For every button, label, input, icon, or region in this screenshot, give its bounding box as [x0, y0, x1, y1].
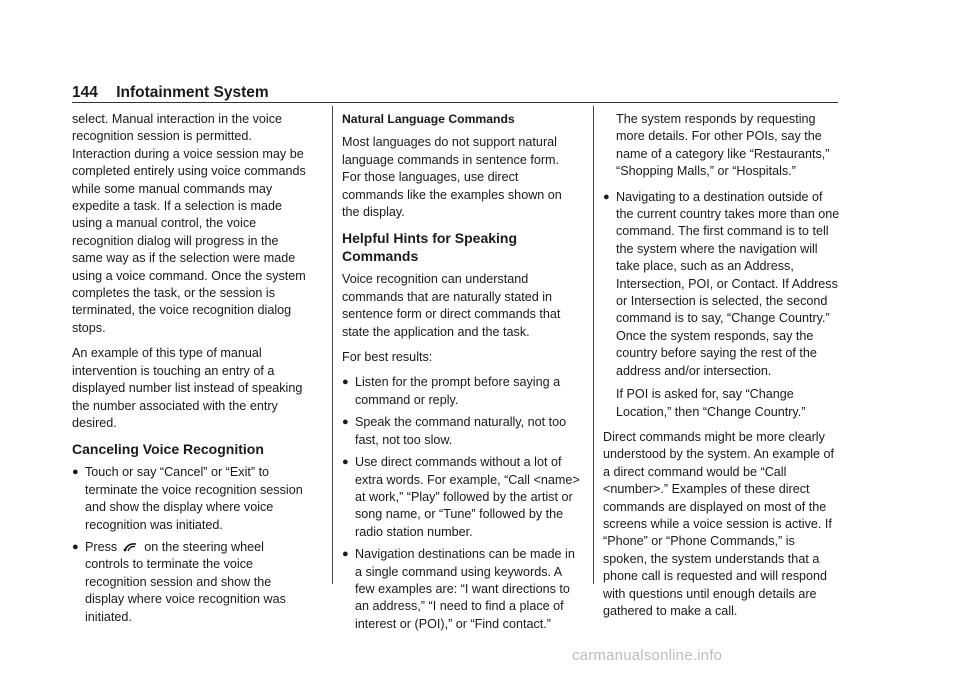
list-item [342, 546, 580, 633]
paragraph: The system responds by requesting more details. For other POIs, say the name of a category like “Restaurants,” “Shopping Malls,” or “Hospitals.” [616, 112, 830, 179]
paragraph: An example of this type of manual intervention is touching an entry of a displayed number list instead of speaking the number associated with the entry desired. [72, 346, 303, 430]
bullet-icon: ● [342, 548, 349, 561]
paragraph: Voice recognition can understand commands that are naturally stated in sentence form or direct commands that state the application and the task. [342, 272, 561, 339]
list-item-text: Navigation destinations can be made in a single command using keywords. A few examples are: “I want directions to an address,” “I need to find a place of interest or (POI),” or “Find contact.” [355, 547, 575, 631]
voice-recognition-icon [123, 542, 138, 552]
paragraph: If POI is asked for, say “Change Location,” then “Change Country.” [616, 387, 806, 419]
bullet-icon: ● [342, 456, 349, 469]
paragraph: Most languages do not support natural language commands in sentence form. For those languages, use direct commands like the examples shown on the display. [342, 135, 562, 220]
page-header [72, 84, 269, 102]
list-item [72, 464, 310, 534]
column-divider [593, 106, 594, 584]
list-item-text: Touch or say “Cancel” or “Exit” to terminate the voice recognition session and show the display where voice recognition was initiated. [85, 465, 303, 532]
list-item [72, 539, 310, 626]
paragraph: For best results: [342, 350, 433, 365]
paragraph: Direct commands might be more clearly understood by the system. An example of a direct command would be “Call <number>.” Examples of these direct commands are displayed on most of the screens while a voice session is active. If “Phone” or “Phone Commands,” is spoken, the system understands that a phone call is requested and will respond with questions until enough details are gathered to make a call. [603, 429, 835, 618]
watermark: carmanualsonline.info [572, 647, 723, 664]
bullet-icon: ● [342, 416, 349, 429]
list-item [342, 454, 580, 541]
list-item-text: Navigating to a destination outside of the current country takes more than one command. The first command is to tell the system where the navigation will take place, such as an Address, Intersection, POI, or Contact. If Address or Intersection is selected, the second command is to say, “Change Country.” Once the system responds, say the country before saying the rest of the address and/or intersection. [616, 189, 840, 378]
column-3 [603, 111, 841, 628]
bullet-list [603, 189, 841, 380]
section-title: Infotainment System [116, 84, 269, 101]
bullet-icon: ● [72, 466, 79, 479]
list-item [342, 374, 580, 409]
list-item-text: Listen for the prompt before saying a command or reply. [355, 375, 561, 407]
column-2 [342, 111, 580, 639]
bullet-list [72, 464, 310, 626]
bullet-icon: ● [72, 540, 79, 553]
list-item-text: Use direct commands without a lot of extra words. For example, “Call <name> at work,” “Play” followed by the artist or song name, or “Tune” followed by the radio station number. [355, 455, 580, 539]
bullet-icon: ● [342, 376, 349, 389]
subheading: Natural Language Commands [342, 112, 515, 126]
column-divider [332, 106, 333, 584]
header-rule [72, 102, 838, 103]
paragraph: select. Manual interaction in the voice recognition session is permitted. Interaction during a voice session may be completed entirely using voice commands while some manual commands may expedite a task. If a selection is made using a manual control, the voice recognition dialog will progress in the same way as if the selection were made using a voice command. Once the system completes the task, or the session is terminated, the voice recognition dialog stops. [72, 112, 306, 335]
page-number: 144 [72, 84, 98, 101]
list-item [342, 414, 580, 449]
section-heading: Canceling Voice Recognition [72, 441, 264, 458]
section-heading: Helpful Hints for Speaking Commands [342, 230, 518, 265]
column-1 [72, 111, 310, 632]
list-item-text: Speak the command naturally, not too fast, not too slow. [355, 415, 567, 447]
bullet-icon: ● [603, 190, 610, 203]
list-item-text: on the steering wheel controls to terminate the voice recognition session and show the display where voice recognition was initiated. [85, 539, 286, 624]
list-item [603, 189, 841, 380]
list-item-text: Press [85, 539, 118, 554]
bullet-list [342, 374, 580, 633]
